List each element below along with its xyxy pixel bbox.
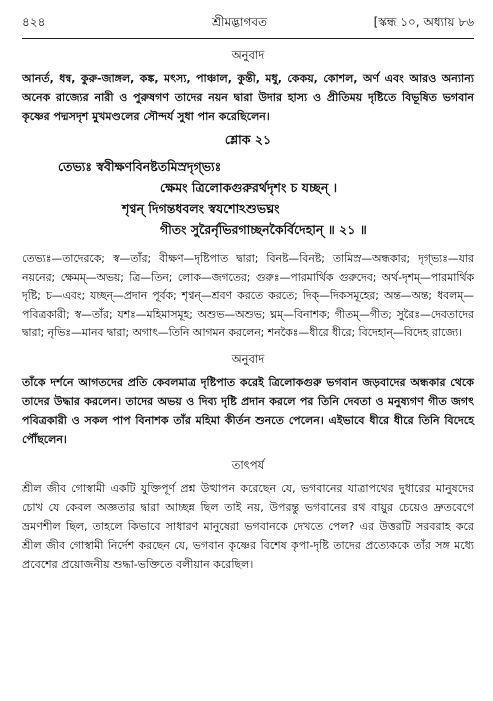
page-number: ৪২৪ <box>22 15 46 29</box>
purport-heading: তাৎপর্য <box>231 457 265 472</box>
verse-line: শৃণ্বন্‌ দিগন্তধবলং স্বযশোঽশুভঘ্নং <box>122 201 280 216</box>
book-title: শ্রীমদ্ভাগবত <box>212 15 268 29</box>
header-rule <box>22 38 474 39</box>
translation-text: তাঁকে দর্শনে আগতদের প্রতি কেবলমাত্র দৃষ্টিপাত করেই ত্রিলোকগুরু ভগবান জড়বাদের অন্ধকার থেকে তাদের উদ্ধার করলেন। তাদের অভয় ও দিব্য দৃষ্টি প্রদান করলে পর তিনি দেবতা ও মনুষ্যগণ গীত জগৎ পবিত্রকারী ও সকল পাপ বিনাশক তাঁর মহিমা কীর্তন শুনতে পেলেন। এইভাবে ধীরে ধীরে তিনি বিদেহে পৌঁছলেন। <box>22 375 474 446</box>
verse-line: তেভ্যঃ স্ববীক্ষণবিনষ্টতমিস্রদৃগ্‌ভ্যঃ <box>58 159 222 174</box>
verse-section <box>22 132 474 240</box>
translation-prev-section <box>22 47 474 126</box>
purport-text: শ্রীল জীব গোস্বামী একটি যুক্তিপূর্ণ প্রশ্ন উত্থাপন করেছেন যে, ভগবানের যাত্রাপথের দুধারের মানুষদের চোখ যে কেবল অজ্ঞতার দ্বারা আচ্ছন্ন ছিল তাই নয়, উপরন্তু ভগবানের রথ বায়ুর চেয়েও দ্রুতবেগে ভ্রমণশীল ছিল, তাহলে কিভাবে সাধারণ মানুষেরা ভগবানকে দেখতে পেল? এর উত্তরটি সরবরাহ করে শ্রীল জীব গোস্বামী নির্দেশ করছেন যে, ভগবান কৃষ্ণের বিশেষ কৃপা-দৃষ্টি তাদের প্রত্যেককে তাঁর সঙ্গ মধ্যে প্রবেশের প্রয়োজনীয় শুদ্ধা-ভক্তিতে বলীয়ান করেছিল। <box>22 481 474 571</box>
translation-section <box>22 351 474 449</box>
purport-section <box>22 457 474 574</box>
translation-prev-text: আনর্ত, ধন্ব, কুরু-জাঙ্গল, কঙ্ক, মৎস্য, পাঞ্চাল, কুন্তী, মধু, কেকয়, কোশল, অর্ণ এবং আরও অন্যান্য অনেক রাজ্যের নারী ও পুরুষগণ তাদের নয়ন দ্বারা উদার হাস্য ও প্রীতিময় দৃষ্টিতে বিভূষিত ভগবান কৃষ্ণের পদ্মসদৃশ মুখমণ্ডলের সৌন্দর্য সুধা পান করেছিলেন। <box>22 72 474 123</box>
verse-line: গীতং সুরৈর্নৃভিরগাচ্ছনকৈর্বিদেহান্‌ ॥ ২১ ॥ <box>160 222 367 237</box>
page-header <box>22 12 474 32</box>
translation-prev-heading: অনুবাদ <box>231 48 265 62</box>
verse-line: ক্ষেমং ত্রিলোকগুরুরর্থদৃশং চ যচ্ছন্‌ । <box>160 180 338 195</box>
canto-chapter: [স্কন্ধ ১০, অধ্যায় ৮৬ <box>373 15 474 29</box>
synonyms-text: তেভ্যঃ—তাদেরকে; স্ব—তাঁর; বীক্ষণ—দৃষ্টিপাত দ্বারা; বিনষ্ট—বিনষ্ট; তামিস্র—অন্ধকার; দৃগ্‌ভ্যঃ—যার নয়নের; ক্ষেমম্‌—অভয়; ত্রি—তিন; লোক—জগতের; গুরুঃ—পারমার্থিক গুরুদেব; অর্থ-দৃশম্‌—পারমার্থিক দৃষ্টি; চ—এবং; যচ্ছন্‌—প্রদান পূর্বক; শৃণ্বন্‌—শ্রবণ করতে করতে; দিক্‌—দিকসমূহের; অন্ত—অন্ত; ধবলম্‌—পবিত্রকারী; স্ব—তাঁর; যশঃ—মহিমাসমূহ; অশুভ—অশুভ; ঘ্নম্‌—বিনাশক; গীতম্‌—গীত; সুরৈঃ—দেবতাদের দ্বারা; নৃভিঃ—মানব দ্বারা; অগাৎ—তিনি আগমন করলেন; শনকৈঃ—ধীরে ধীরে; বিদেহান্‌—বিদেহ রাজ্যে। <box>22 252 474 339</box>
verse-number: শ্লোক ২১ <box>224 132 272 147</box>
translation-heading: অনুবাদ <box>231 351 265 366</box>
page <box>22 12 474 574</box>
